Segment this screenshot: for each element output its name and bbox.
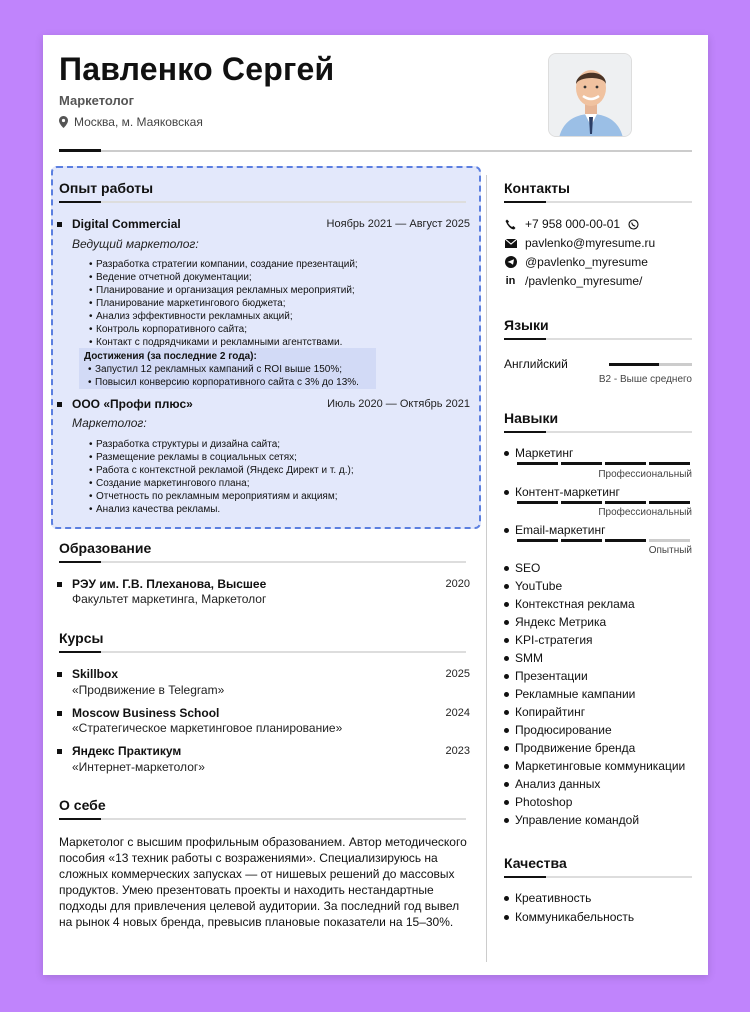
skill-name: YouTube — [515, 579, 563, 593]
linkedin-icon: in — [505, 275, 516, 287]
job-position: Ведущий маркетолог: — [72, 237, 199, 251]
experience-title: Опыт работы — [59, 180, 154, 196]
skill-name: Photoshop — [515, 795, 573, 809]
skill-name: KPI-стратегия — [515, 633, 593, 647]
education-year: 2020 — [445, 578, 470, 590]
skill-rated — [504, 485, 620, 499]
skill-level-segment — [649, 462, 690, 465]
skill-level: Профессиональный — [598, 507, 692, 518]
job-task: • Анализ качества рекламы. — [89, 503, 449, 516]
job-task-list — [89, 438, 449, 516]
language-level-bar — [609, 363, 692, 366]
skill-name: Анализ данных — [515, 777, 601, 791]
about-title: О себе — [59, 797, 106, 813]
skill-name: Рекламные кампании — [515, 687, 636, 701]
header-divider — [59, 150, 692, 152]
skill-level-bar — [517, 501, 692, 504]
header-divider-accent — [59, 149, 101, 152]
skills-title: Навыки — [504, 410, 559, 426]
contact-telegram[interactable] — [504, 255, 648, 269]
job-dates: Ноябрь 2021 — Август 2025 — [326, 218, 470, 230]
contact-linkedin[interactable] — [504, 274, 642, 288]
skill-name: Яндекс Метрика — [515, 615, 607, 629]
achievements-box — [79, 348, 376, 389]
job-bullet — [57, 402, 62, 407]
skill-level-segment — [605, 501, 646, 504]
telegram-icon — [504, 256, 517, 269]
skill-level-segment — [605, 539, 646, 542]
skill-name: SMM — [515, 651, 543, 665]
course-sub: «Продвижение в Telegram» — [72, 683, 225, 697]
course-year: 2023 — [445, 745, 470, 757]
about-text: Маркетолог с высшим профильным образованием. Автор методического пособия «13 техник работы с возражениями». Специализируюсь на сложных коммерческих запусках — от нишевых решений до массовых продуктов. Умею презентовать проекты и находить нестандартные подходы для привлечения целевой аудитории. За последний год вывел на рынок 4 новых бренда, превысив плановые показатели на 15–30%. — [59, 835, 467, 929]
section-divider-accent — [59, 561, 101, 563]
course-bullet — [57, 711, 62, 716]
location-pin-icon — [59, 116, 68, 128]
section-divider — [59, 818, 466, 820]
skill-name: Продвижение бренда — [515, 741, 636, 755]
job-task-list — [89, 258, 449, 349]
job-position: Маркетолог: — [72, 416, 147, 430]
skill-level-bar — [517, 539, 692, 542]
skill-level-segment — [561, 462, 602, 465]
resume-page — [43, 35, 708, 975]
skill-item — [504, 741, 635, 755]
job-task: • Работа с контекстной рекламой (Яндекс Директ и т. д.); — [89, 464, 449, 477]
job-dates: Июль 2020 — Октябрь 2021 — [327, 398, 470, 410]
course-sub: «Интернет-маркетолог» — [72, 760, 205, 774]
skill-item — [504, 759, 685, 773]
skill-level-segment — [649, 539, 690, 542]
section-divider-accent — [504, 338, 546, 340]
language-level-fill — [609, 363, 659, 366]
skill-level-segment — [649, 501, 690, 504]
skill-name: Email-маркетинг — [515, 523, 606, 537]
course-year: 2025 — [445, 668, 470, 680]
skill-item — [504, 597, 635, 611]
skill-name: Управление командой — [515, 813, 640, 827]
course-bullet — [57, 672, 62, 677]
course-name: Skillbox — [72, 667, 119, 681]
course-bullet — [57, 749, 62, 754]
skill-name: SEO — [515, 561, 541, 575]
education-bullet — [57, 582, 62, 587]
email-icon — [504, 237, 517, 250]
skill-item — [504, 813, 639, 827]
achievement-item: • Повысил конверсию корпоративного сайта с 3% до 13%. — [88, 376, 371, 389]
skill-item — [504, 579, 562, 593]
section-divider-accent — [59, 651, 101, 653]
contact-email[interactable] — [504, 236, 655, 250]
email-text: pavlenko@myresume.ru — [525, 236, 656, 250]
education-title: Образование — [59, 540, 152, 556]
job-role: Маркетолог — [59, 93, 134, 108]
skill-name: Продюсирование — [515, 723, 612, 737]
skill-item — [504, 669, 588, 683]
skill-name: Маркетинг — [515, 446, 574, 460]
skill-item — [504, 615, 606, 629]
section-divider-accent — [59, 818, 101, 820]
skill-item — [504, 705, 585, 719]
full-name: Павленко Сергей — [59, 51, 335, 87]
course-name: Яндекс Практикум — [72, 744, 182, 758]
languages-title: Языки — [504, 317, 549, 333]
column-divider — [486, 175, 487, 962]
job-task: • Контакт с подрядчиками и рекламными агентствами. — [89, 336, 449, 349]
course-sub: «Стратегическое маркетинговое планирование» — [72, 721, 343, 735]
phone-text: +7 958 000-00-01 — [525, 217, 621, 231]
skill-name: Маркетинговые коммуникации — [515, 759, 686, 773]
telegram-text: @pavlenko_myresume — [525, 255, 648, 269]
skill-level-segment — [517, 462, 558, 465]
location — [59, 115, 203, 129]
profile-photo — [548, 53, 632, 137]
job-company: Digital Commercial — [72, 217, 181, 231]
course-name: Moscow Business School — [72, 706, 220, 720]
skill-name: Контекстная реклама — [515, 597, 635, 611]
job-company: ООО «Профи плюс» — [72, 397, 193, 411]
job-bullet — [57, 222, 62, 227]
language-name: Английский — [504, 357, 568, 371]
education-name: РЭУ им. Г.В. Плеханова, Высшее — [72, 577, 267, 591]
quality-name: Коммуникабельность — [515, 910, 635, 924]
skill-item — [504, 687, 635, 701]
job-task: • Разработка стратегии компании, создание презентаций; — [89, 258, 449, 271]
phone-icon — [504, 218, 517, 231]
achievement-item: • Запустил 12 рекламных кампаний с ROI выше 150%; — [88, 363, 371, 376]
courses-title: Курсы — [59, 630, 104, 646]
skill-rated — [504, 446, 573, 460]
skill-item — [504, 777, 600, 791]
skill-level-segment — [517, 539, 558, 542]
achievements-title: Достижения (за последние 2 года): — [84, 351, 257, 362]
section-divider-accent — [504, 431, 546, 433]
skill-level: Опытный — [648, 545, 692, 556]
job-task: • Контроль корпоративного сайта; — [89, 323, 449, 336]
job-task: • Планирование и организация рекламных мероприятий; — [89, 284, 449, 297]
linkedin-text: /pavlenko_myresume/ — [525, 274, 643, 288]
section-divider-accent — [59, 201, 101, 203]
job-task: • Размещение рекламы в социальных сетях; — [89, 451, 449, 464]
language-level: B2 - Выше среднего — [598, 374, 692, 385]
job-task: • Отчетность по рекламным мероприятиям и акциям; — [89, 490, 449, 503]
education-sub: Факультет маркетинга, Маркетолог — [72, 592, 267, 606]
section-divider-accent — [504, 201, 546, 203]
skill-level-bar — [517, 462, 692, 465]
skill-name: Контент-маркетинг — [515, 485, 620, 499]
contact-phone[interactable] — [504, 217, 639, 231]
qualities-title: Качества — [504, 855, 567, 871]
job-task: • Ведение отчетной документации; — [89, 271, 449, 284]
skill-level-segment — [561, 539, 602, 542]
job-task: • Разработка структуры и дизайна сайта; — [89, 438, 449, 451]
course-year: 2024 — [445, 707, 470, 719]
skill-item — [504, 795, 572, 809]
skill-item — [504, 723, 612, 737]
location-text: Москва, м. Маяковская — [74, 115, 203, 129]
contacts-title: Контакты — [504, 180, 571, 196]
section-divider — [59, 651, 466, 653]
whatsapp-icon — [628, 219, 639, 230]
skill-item — [504, 633, 593, 647]
quality-name: Креативность — [515, 891, 592, 905]
skill-level: Профессиональный — [598, 469, 692, 480]
section-divider — [59, 201, 466, 203]
job-task: • Анализ эффективности рекламных акций; — [89, 310, 449, 323]
skill-name: Презентации — [515, 669, 588, 683]
quality-item — [504, 910, 634, 924]
section-divider-accent — [504, 876, 546, 878]
skill-item — [504, 651, 543, 665]
section-divider — [59, 561, 466, 563]
skill-name: Копирайтинг — [515, 705, 586, 719]
job-task: • Создание маркетингового плана; — [89, 477, 449, 490]
skill-level-segment — [517, 501, 558, 504]
skill-rated — [504, 523, 605, 537]
skill-item — [504, 561, 540, 575]
skill-level-segment — [561, 501, 602, 504]
skill-level-segment — [605, 462, 646, 465]
job-task: • Планирование маркетингового бюджета; — [89, 297, 449, 310]
quality-item — [504, 891, 591, 905]
